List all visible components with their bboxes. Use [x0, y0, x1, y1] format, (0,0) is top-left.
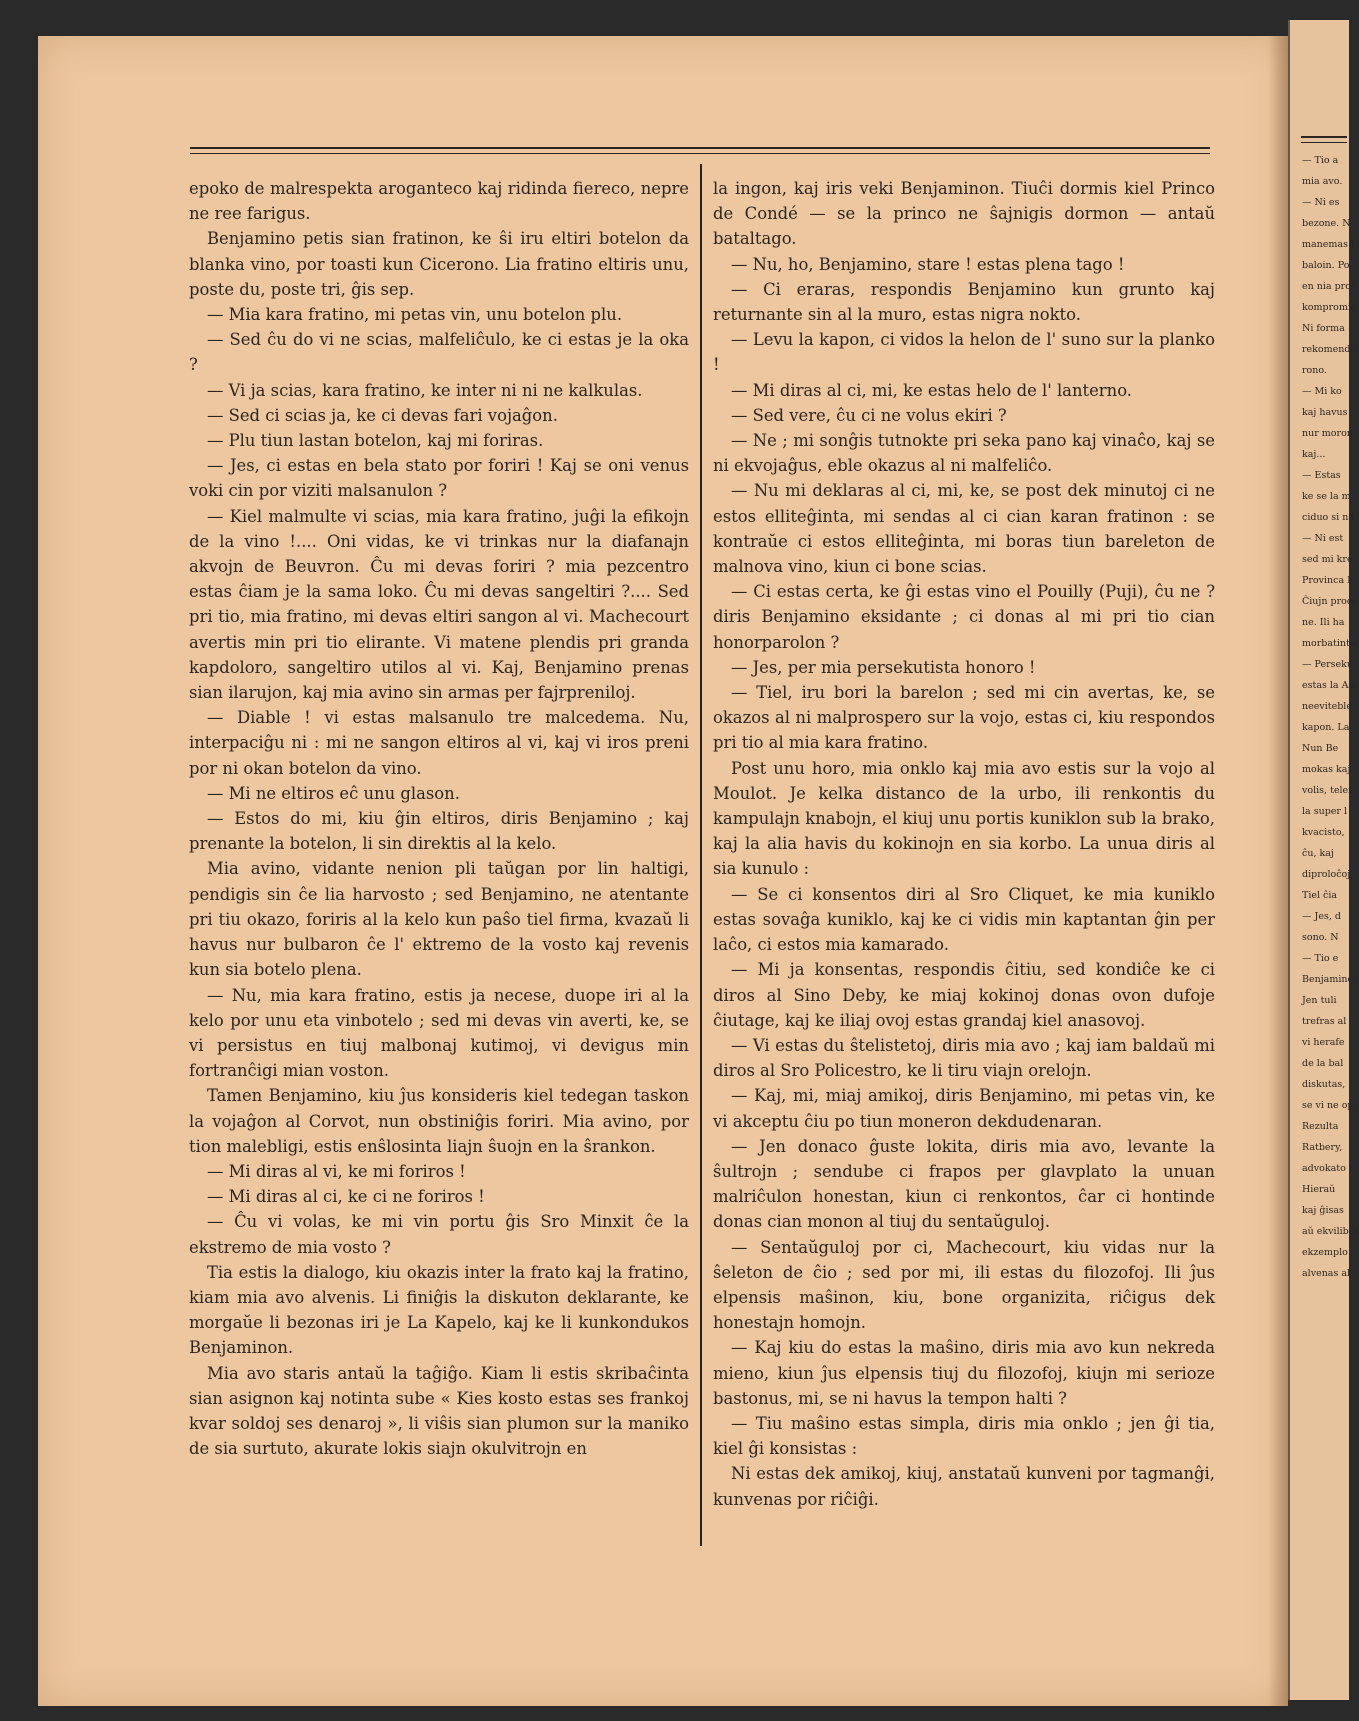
paragraph: — Mi diras al vi, ke mi foriros !: [207, 1161, 466, 1181]
paragraph: — Sed ĉu do vi ne scias, malfeliĉulo, ke ci estas je la oka ?: [189, 330, 689, 375]
next-page-fragment: Rezulta: [1302, 1121, 1339, 1132]
next-page-fragment: — Jes, d: [1302, 911, 1341, 922]
next-page-fragment: rono.: [1302, 365, 1327, 376]
next-page-header-rule: [1301, 136, 1347, 143]
next-page-fragment: mokas kaj: [1302, 764, 1351, 775]
next-page-fragment: Benjamino: [1302, 974, 1354, 985]
next-page-fragment: nur moron: [1302, 428, 1353, 439]
next-page-fragment: kapon. La: [1302, 722, 1350, 733]
next-page-fragment: Jen tuli: [1302, 995, 1337, 1006]
next-page-fragment: diskutas,: [1302, 1079, 1346, 1090]
next-page-fragment: ne. Ili ha: [1302, 617, 1345, 628]
header-rule: [190, 147, 1210, 154]
paragraph: — Estos do mi, kiu ĝin eltiros, diris Benjamino ; kaj prenante la botelon, li sin direktis al la kelo.: [189, 809, 689, 854]
paragraph: — Mi diras al ci, mi, ke estas helo de l' lanterno.: [731, 380, 1132, 400]
next-page-fragment: diproloĉoj: [1302, 869, 1351, 880]
next-page-fragment: ekzemplo: [1302, 1247, 1348, 1258]
next-page-fragment: Ni forma: [1302, 323, 1345, 334]
next-page-fragment: ke se la m: [1302, 491, 1351, 502]
next-page-text-fragments: [1302, 150, 1359, 1284]
paragraph: — Ĉu vi volas, ke mi vin portu ĝis Sro Minxit ĉe la ekstremo de mia vosto ?: [189, 1212, 689, 1257]
next-page-fragment: Hieraŭ: [1302, 1184, 1336, 1195]
paragraph: — Nu mi deklaras al ci, mi, ke, se post dek minutoj ci ne estos elliteĝinta, mi sendas al ci cian karan fratinon : se kontraŭe ci estos elliteĝinta, mi boras tiun bareleton de malnova vino, kiun ci bone scias.: [713, 481, 1215, 577]
next-page-fragment: se vi ne op: [1302, 1100, 1354, 1111]
next-page-fragment: de la bal: [1302, 1058, 1344, 1069]
next-page-fragment: volis, teler: [1302, 785, 1353, 796]
page-gutter: [1268, 36, 1290, 1706]
next-page-fragment: kompromiti: [1302, 302, 1358, 313]
next-page-fragment: — Mi ko: [1302, 386, 1342, 397]
right-column: [713, 176, 1215, 1512]
paragraph: — Sed ci scias ja, ke ci devas fari vojaĝon.: [207, 405, 558, 425]
next-page-fragment: kaj...: [1302, 449, 1326, 460]
next-page-fragment: sed mi kre: [1302, 554, 1353, 565]
next-page-fragment: bezone. N: [1302, 218, 1351, 229]
next-page-fragment: mia avo.: [1302, 176, 1343, 187]
next-page-fragment: trefras al: [1302, 1016, 1347, 1027]
next-page-fragment: sono. N: [1302, 932, 1339, 943]
paragraph: — Mi ja konsentas, respondis ĉitiu, sed kondiĉe ke ci diros al Sino Deby, ke miaj kokinoj donas ovon dufoje ĉiutage, kaj ke iliaj ovoj estas grandaj kiel anasovoj.: [713, 960, 1215, 1030]
next-page-fragment: — Perseku: [1302, 659, 1354, 670]
paragraph: — Vi ja scias, kara fratino, ke inter ni ni ne kalkulas.: [207, 380, 643, 400]
paragraph: — Jes, per mia persekutista honoro !: [731, 657, 1036, 677]
paragraph: — Kaj, mi, miaj amikoj, diris Benjamino, mi petas vin, ke vi akceptu ĉiu po tiun moneron dekdudenaran.: [713, 1086, 1215, 1131]
next-page-fragment: Ratbery,: [1302, 1142, 1343, 1153]
next-page-fragment: kvacisto,: [1302, 827, 1345, 838]
paragraph: — Mi diras al ci, ke ci ne foriros !: [207, 1187, 485, 1207]
paragraph: — Jen donaco ĝuste lokita, diris mia avo, levante la ŝultrojn ; sendube ci frapos per glavplato la unuan malriĉulon honestan, kiun ci renkontos, ĉar ci hontinde donas cian monon al tiuj du sentaŭguloj.: [713, 1136, 1215, 1232]
paragraph: — Se ci konsentos diri al Sro Cliquet, ke mia kuniklo estas sovaĝa kuniklo, kaj ke ci vidis min kaptantan ĝin per laĉo, ci estos mia kamarado.: [713, 884, 1215, 955]
paragraph: Tia estis la dialogo, kiu okazis inter la frato kaj la fratino, kiam mia avo alvenis. Li finiĝis la diskuton deklarante, ke morgaŭe li bezonas iri je La Kapelo, kaj ke li kunkondukos Benjaminon.: [189, 1262, 689, 1358]
next-page-fragment: rekomendi,: [1302, 344, 1357, 355]
next-page-fragment: — Estas: [1302, 470, 1341, 481]
next-page-fragment: ĉu, kaj: [1302, 848, 1334, 859]
paragraph: — Tiu maŝino estas simpla, diris mia onklo ; jen ĝi tia, kiel ĝi konsistas :: [713, 1413, 1215, 1459]
paragraph: — Sed vere, ĉu ci ne volus ekiri ?: [731, 405, 1007, 425]
next-page-fragment: — Ni est: [1302, 533, 1344, 544]
paragraph: — Mi ne eltiros eĉ unu glason.: [207, 783, 460, 803]
paragraph: la ingon, kaj iris veki Benjaminon. Tiuĉi dormis kiel Princo de Condé — se la princo ne ŝajnigis dormon — antaŭ bataltago.: [713, 179, 1215, 249]
paragraph: — Ci eraras, respondis Benjamino kun grunto kaj returnante sin al la muro, estas nigra nokto.: [713, 279, 1215, 325]
paragraph: Mia avo staris antaŭ la taĝiĝo. Kiam li estis skribaĉinta sian asignon kaj notinta sube « Kies kosto estas ses frankoj kvar soldoj ses denaroj », li viŝis sian plumon sur la maniko de sia surtuto, akurate lokis siajn okulvitrojn en: [189, 1363, 689, 1459]
next-page-fragment: vi herafe: [1302, 1037, 1345, 1048]
paragraph: — Sentaŭguloj por ci, Machecourt, kiu vidas nur la ŝeleton de ĉio ; sed por mi, ili estas du filozofoj. Ili ĵus elpensis maŝinon, kiu, bone organizita, riĉigus dek honestajn homojn.: [713, 1237, 1215, 1333]
paragraph: — Tiel, iru bori la barelon ; sed mi cin avertas, ke, se okazos al ni malprospero sur la vojo, estas ci, kiu respondos pri tio al mia kara fratino.: [713, 683, 1215, 753]
next-page-fragment: advokato: [1302, 1163, 1346, 1174]
paragraph: Post unu horo, mia onklo kaj mia avo estis sur la vojo al Moulot. Je kelka distanco de la urbo, ili renkontis du kampulajn knabojn, el kiuj unu portis kuniklon sub la brako, kaj la alia havis du kokinojn en sia korbo. La unua diris al sia kunulo :: [713, 758, 1215, 879]
next-page-fragment: baloin. Po: [1302, 260, 1350, 271]
next-page-fragment: — Tio a: [1302, 155, 1339, 166]
next-page-fragment: manemas l: [1302, 239, 1355, 250]
next-page-fragment: en nia prof: [1302, 281, 1355, 292]
paragraph: — Nu, ho, Benjamino, stare ! estas plena tago !: [731, 254, 1125, 274]
paragraph: — Jes, ci estas en bela stato por foriri ! Kaj se oni venus voki cin por viziti malsanulon ?: [189, 456, 689, 501]
next-page-fragment: neeviteble: [1302, 701, 1352, 712]
next-page-fragment: morbatinta: [1302, 638, 1356, 649]
paragraph: — Levu la kapon, ci vidos la helon de l' suno sur la planko !: [713, 330, 1215, 375]
next-page-fragment: estas la An: [1302, 680, 1355, 691]
next-page-fragment: ciduo si na: [1302, 512, 1355, 523]
paragraph: Ni estas dek amikoj, kiuj, anstataŭ kunveni por tagmanĝi, kunvenas por riĉiĝi.: [713, 1464, 1215, 1509]
next-page-fragment: Provinca L: [1302, 575, 1354, 586]
paragraph: — Diable ! vi estas malsanulo tre malcedema. Nu, interpaciĝu ni : mi ne sangon eltiros al vi, kaj vi iros preni por ni okan botelon da vino.: [189, 708, 689, 778]
paragraph: epoko de malrespekta aroganteco kaj ridinda fiereco, nepre ne ree farigus.: [189, 179, 689, 224]
paragraph: — Ci estas certa, ke ĝi estas vino el Pouilly (Puji), ĉu ne ? diris Benjamino eksidante ; ci donas al mi pri tio cian honorparolon ?: [713, 582, 1215, 652]
next-page-fragment: — Ni es: [1302, 197, 1340, 208]
paragraph: Benjamino petis sian fratinon, ke ŝi iru eltiri botelon da blanka vino, por toasti kun Cicerono. Lia fratino eltiris unu, poste du, poste tri, ĝis sep.: [189, 229, 689, 299]
paragraph: — Vi estas du ŝtelistetoj, diris mia avo ; kaj iam baldaŭ mi diros al Sro Policestro, ke li tiru viajn orelojn.: [713, 1035, 1215, 1081]
paragraph: — Nu, mia kara fratino, estis ja necese, duope iri al la kelo por unu eta vinbotelo ; sed mi devas vin averti, ke, se vi persistus en tiuj malbonaj kutimoj, vi devigus min fortranĉigi mian voston.: [189, 985, 689, 1081]
next-page-fragment: alvenas al: [1302, 1268, 1351, 1279]
next-page-fragment: kaj havus: [1302, 407, 1348, 418]
paragraph: — Ne ; mi sonĝis tutnokte pri seka pano kaj vinaĉo, kaj se ni ekvojaĝus, eble okazus al ni malfeliĉo.: [713, 431, 1215, 476]
next-page-fragment: Nun Be: [1302, 743, 1339, 754]
paragraph: — Plu tiun lastan botelon, kaj mi foriras.: [207, 431, 544, 451]
paragraph: Mia avino, vidante nenion pli taŭgan por lin haltigi, pendigis sin ĉe lia harvosto ; sed Benjamino, ne atentante pri tiu okazo, foriris al la kelo kun paŝo tiel firma, kvazaŭ li havus nur bulbaron ĉe l' ektremo de la vosto kaj revenis kun sia botelo plena.: [189, 859, 689, 980]
next-page-fragment: la super l: [1302, 806, 1348, 817]
paragraph: — Kaj kiu do estas la maŝino, diris mia avo kun nekreda mieno, kiun ĵus elpensis tiuj du filozofoj, kiujn mi serioze bastonus, mi, se ni havus la tempon halti ?: [713, 1338, 1215, 1408]
next-page-fragment: kaj ĝisas: [1302, 1205, 1344, 1216]
paragraph: — Kiel malmulte vi scias, mia kara fratino, juĝi la efikojn de la vino !.... Oni vidas, ke vi trinkas nur la diafanajn akvojn de Beuvron. Ĉu mi devas foriri ? mia pezcentro estas ĉiam je la sama loko. Ĉu mi devas sangeltiri ?.... Sed pri tio, mia fratino, mi devas eltiri sangon al vi. Machecourt avertis min pri tio elirante. Vi matene plendis pri granda kapdoloro, sangeltiro utilos al vi. Kaj, Benjamino prenas sian ilarujon, kaj mia avino sin armas per fajrpreniloj.: [189, 506, 689, 703]
next-page-fragment: Ĉiujn proce: [1302, 596, 1358, 607]
next-page-fragment: aŭ ekvilibra: [1302, 1226, 1359, 1237]
paragraph: — Mia kara fratino, mi petas vin, unu botelon plu.: [207, 305, 623, 325]
column-divider: [700, 164, 702, 1546]
next-page-fragment: Tiel ĉia: [1302, 890, 1338, 901]
paragraph: Tamen Benjamino, kiu ĵus konsideris kiel tedegan taskon la vojaĝon al Corvot, nun obstiniĝis foriri. Mia avino, por tion malebligi, estis enŝlosinta liajn ŝuojn en la ŝrankon.: [189, 1086, 689, 1156]
left-column: [189, 176, 689, 1461]
next-page-fragment: — Tio e: [1302, 953, 1339, 964]
